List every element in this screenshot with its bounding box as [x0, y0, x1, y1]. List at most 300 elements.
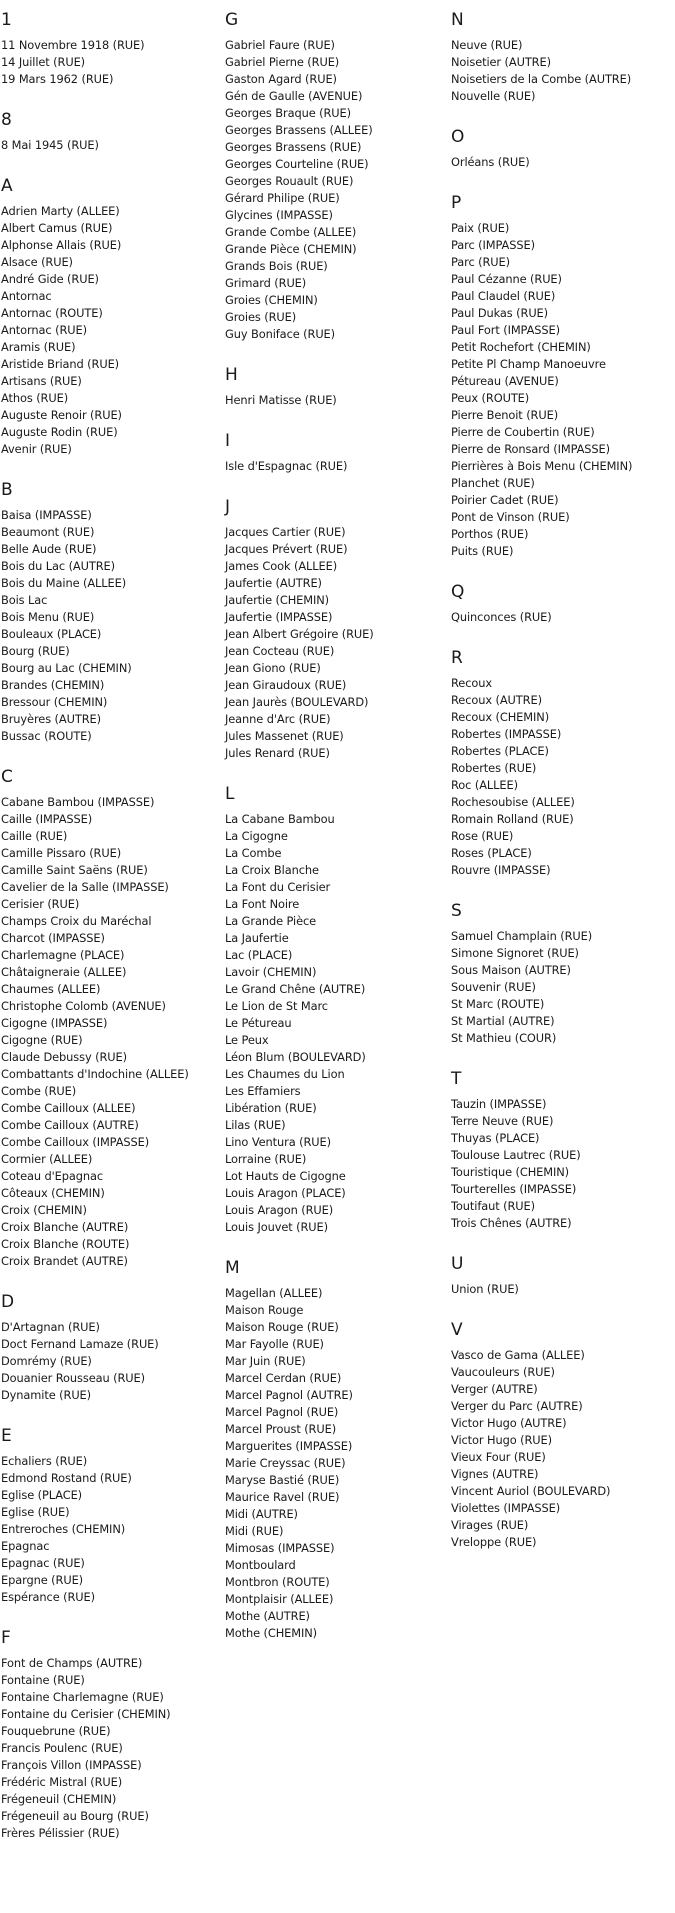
street-item: [1, 1168, 189, 1185]
street-link[interactable]: Lac (PLACE): [225, 948, 293, 962]
street-link[interactable]: Marcel Pagnol (RUE): [225, 1405, 339, 1419]
street-link[interactable]: Christophe Colomb (AVENUE): [1, 999, 166, 1013]
street-link[interactable]: Bourg (RUE): [1, 644, 70, 658]
street-link[interactable]: Jean Giono (RUE): [225, 661, 321, 675]
street-link[interactable]: Petite Pl Champ Manoeuvre: [451, 357, 606, 371]
street-link[interactable]: Vieux Four (RUE): [451, 1450, 546, 1464]
street-link[interactable]: Aristide Briand (RUE): [1, 357, 120, 371]
street-link[interactable]: Vincent Auriol (BOULEVARD): [451, 1484, 611, 1498]
street-link[interactable]: Mothe (CHEMIN): [225, 1626, 318, 1640]
street-link[interactable]: Lino Ventura (RUE): [225, 1135, 331, 1149]
street-link[interactable]: Albert Camus (RUE): [1, 221, 113, 235]
street-link[interactable]: Marguerites (IMPASSE): [225, 1439, 353, 1453]
street-link[interactable]: Gaston Agard (RUE): [225, 72, 337, 86]
street-item: [451, 1347, 632, 1364]
street-item: [225, 677, 374, 694]
street-link[interactable]: Caille (RUE): [1, 829, 68, 843]
street-link[interactable]: Terre Neuve (RUE): [451, 1114, 554, 1128]
street-link[interactable]: Gén de Gaulle (AVENUE): [225, 89, 363, 103]
street-item: [1, 592, 189, 609]
street-link[interactable]: Auguste Rodin (RUE): [1, 425, 118, 439]
street-link[interactable]: Beaumont (RUE): [1, 525, 95, 539]
street-link[interactable]: Magellan (ALLEE): [225, 1286, 323, 1300]
street-link[interactable]: Planchet (RUE): [451, 476, 535, 490]
street-item: [451, 1449, 632, 1466]
street-link[interactable]: Roses (PLACE): [451, 846, 532, 860]
street-link[interactable]: Jaufertie (IMPASSE): [225, 610, 333, 624]
street-link[interactable]: Georges Brassens (ALLEE): [225, 123, 373, 137]
street-link[interactable]: Croix Blanche (ROUTE): [1, 1237, 130, 1251]
street-link[interactable]: Neuve (RUE): [451, 38, 523, 52]
street-link[interactable]: Paul Claudel (RUE): [451, 289, 556, 303]
street-link[interactable]: Adrien Marty (ALLEE): [1, 204, 120, 218]
street-link[interactable]: Côteaux (CHEMIN): [1, 1186, 105, 1200]
street-item: [1, 322, 189, 339]
street-link[interactable]: Montboulard: [225, 1558, 296, 1572]
street-link[interactable]: Mimosas (IMPASSE): [225, 1541, 335, 1555]
street-link[interactable]: Francis Poulenc (RUE): [1, 1741, 123, 1755]
street-link[interactable]: Rochesoubise (ALLEE): [451, 795, 575, 809]
street-item: [451, 1500, 632, 1517]
street-link[interactable]: Nouvelle (RUE): [451, 89, 536, 103]
street-link[interactable]: Maurice Ravel (RUE): [225, 1490, 340, 1504]
street-link[interactable]: St Martial (AUTRE): [451, 1014, 555, 1028]
street-item: [1, 54, 189, 71]
street-link[interactable]: Font de Champs (AUTRE): [1, 1656, 143, 1670]
street-link[interactable]: Vreloppe (RUE): [451, 1535, 537, 1549]
street-link[interactable]: Frégeneuil (CHEMIN): [1, 1792, 117, 1806]
street-link[interactable]: Croix Brandet (AUTRE): [1, 1254, 128, 1268]
street-link[interactable]: Georges Courteline (RUE): [225, 157, 369, 171]
street-link[interactable]: Maison Rouge: [225, 1303, 304, 1317]
street-item: [225, 1574, 374, 1591]
street-link[interactable]: Cigogne (RUE): [1, 1033, 83, 1047]
letter-heading: A: [1, 176, 13, 196]
street-link[interactable]: Maryse Bastié (RUE): [225, 1473, 340, 1487]
street-item: [1, 913, 189, 930]
street-link[interactable]: Belle Aude (RUE): [1, 542, 97, 556]
street-link[interactable]: Romain Rolland (RUE): [451, 812, 574, 826]
street-link[interactable]: Claude Debussy (RUE): [1, 1050, 127, 1064]
street-link[interactable]: Virages (RUE): [451, 1518, 529, 1532]
street-list: [225, 392, 374, 409]
street-link[interactable]: Fouquebrune (RUE): [1, 1724, 111, 1738]
street-item: [451, 220, 632, 237]
street-link[interactable]: Victor Hugo (AUTRE): [451, 1416, 567, 1430]
street-link[interactable]: Tourterelles (IMPASSE): [451, 1182, 577, 1196]
street-item: [1, 1706, 189, 1723]
street-item: [225, 930, 374, 947]
street-link[interactable]: Henri Matisse (RUE): [225, 393, 337, 407]
street-link[interactable]: Lavoir (CHEMIN): [225, 965, 317, 979]
street-link[interactable]: Noisetier (AUTRE): [451, 55, 551, 69]
street-item: [451, 1432, 632, 1449]
street-link[interactable]: Camille Saint Saëns (RUE): [1, 863, 148, 877]
street-link[interactable]: Toutifaut (RUE): [451, 1199, 535, 1213]
street-list: [451, 1281, 632, 1298]
street-link[interactable]: Epagnac (RUE): [1, 1556, 85, 1570]
street-link[interactable]: Fontaine Charlemagne (RUE): [1, 1690, 164, 1704]
street-link[interactable]: Isle d'Espagnac (RUE): [225, 459, 348, 473]
street-link[interactable]: Mar Fayolle (RUE): [225, 1337, 324, 1351]
street-link[interactable]: Marie Creyssac (RUE): [225, 1456, 346, 1470]
street-item: [225, 1151, 374, 1168]
street-link[interactable]: Mar Juin (RUE): [225, 1354, 306, 1368]
street-link[interactable]: Combe Cailloux (AUTRE): [1, 1118, 139, 1132]
street-item: [225, 71, 374, 88]
street-link[interactable]: Recoux (AUTRE): [451, 693, 542, 707]
letter-section-h: [225, 365, 374, 409]
street-link[interactable]: Bussac (ROUTE): [1, 729, 92, 743]
street-link[interactable]: Douanier Rousseau (RUE): [1, 1371, 145, 1385]
street-link[interactable]: Noisetiers de la Combe (AUTRE): [451, 72, 632, 86]
street-link[interactable]: 14 Juillet (RUE): [1, 55, 86, 69]
street-item: [1, 237, 189, 254]
street-link[interactable]: Jacques Prévert (RUE): [225, 542, 348, 556]
street-link[interactable]: Trois Chênes (AUTRE): [451, 1216, 572, 1230]
street-item: [1, 1521, 189, 1538]
street-item: [451, 1517, 632, 1534]
street-item: [1, 1202, 189, 1219]
street-link[interactable]: Gérard Philipe (RUE): [225, 191, 340, 205]
street-link[interactable]: Montplaisir (ALLEE): [225, 1592, 334, 1606]
street-link[interactable]: Grimard (RUE): [225, 276, 307, 290]
street-list: [451, 1347, 632, 1551]
street-link[interactable]: Maison Rouge (RUE): [225, 1320, 339, 1334]
street-link[interactable]: Marcel Proust (RUE): [225, 1422, 337, 1436]
street-link[interactable]: Toulouse Lautrec (RUE): [451, 1148, 581, 1162]
street-link[interactable]: Simone Signoret (RUE): [451, 946, 579, 960]
street-link[interactable]: Charlemagne (PLACE): [1, 948, 125, 962]
street-link[interactable]: Bressour (CHEMIN): [1, 695, 108, 709]
street-link[interactable]: Lot Hauts de Cigogne: [225, 1169, 346, 1183]
street-link[interactable]: Les Chaumes du Lion: [225, 1067, 345, 1081]
street-link[interactable]: Parc (RUE): [451, 255, 510, 269]
street-item: [225, 139, 374, 156]
street-link[interactable]: Pierre de Coubertin (RUE): [451, 425, 595, 439]
letter-heading: L: [225, 784, 235, 804]
street-item: [225, 643, 374, 660]
street-link[interactable]: Rouvre (IMPASSE): [451, 863, 551, 877]
street-link[interactable]: Recoux (CHEMIN): [451, 710, 550, 724]
street-link[interactable]: Orléans (RUE): [451, 155, 530, 169]
street-item: [1, 1151, 189, 1168]
street-link[interactable]: Georges Braque (RUE): [225, 106, 351, 120]
street-link[interactable]: Croix (CHEMIN): [1, 1203, 87, 1217]
street-link[interactable]: Recoux: [451, 676, 493, 690]
street-link[interactable]: Antornac (ROUTE): [1, 306, 103, 320]
street-link[interactable]: Avenir (RUE): [1, 442, 72, 456]
street-item: [451, 339, 632, 356]
street-link[interactable]: Le Peux: [225, 1033, 269, 1047]
letter-heading: V: [451, 1320, 463, 1340]
street-link[interactable]: Touristique (CHEMIN): [451, 1165, 570, 1179]
street-link[interactable]: St Marc (ROUTE): [451, 997, 545, 1011]
street-link[interactable]: Combattants d'Indochine (ALLEE): [1, 1067, 189, 1081]
street-link[interactable]: Lilas (RUE): [225, 1118, 286, 1132]
street-link[interactable]: Dynamite (RUE): [1, 1388, 92, 1402]
street-link[interactable]: Auguste Renoir (RUE): [1, 408, 122, 422]
street-link[interactable]: D'Artagnan (RUE): [1, 1320, 100, 1334]
street-link[interactable]: Les Effamiers: [225, 1084, 301, 1098]
street-link[interactable]: Pont de Vinson (RUE): [451, 510, 570, 524]
street-item: [451, 356, 632, 373]
street-link[interactable]: Marcel Pagnol (AUTRE): [225, 1388, 353, 1402]
street-item: [1, 1134, 189, 1151]
street-link[interactable]: Domrémy (RUE): [1, 1354, 92, 1368]
street-link[interactable]: Cormier (ALLEE): [1, 1152, 93, 1166]
street-link[interactable]: Gabriel Pierne (RUE): [225, 55, 340, 69]
street-item: [1, 845, 189, 862]
letter-heading: H: [225, 365, 238, 385]
street-link[interactable]: Edmond Rostand (RUE): [1, 1471, 132, 1485]
street-list: [451, 220, 632, 560]
street-link[interactable]: Chaumes (ALLEE): [1, 982, 101, 996]
letter-section-m: [225, 1258, 374, 1642]
street-link[interactable]: Epagnac: [1, 1539, 50, 1553]
street-link[interactable]: La Font Noire: [225, 897, 300, 911]
street-link[interactable]: Jean Cocteau (RUE): [225, 644, 335, 658]
street-link[interactable]: Samuel Champlain (RUE): [451, 929, 593, 943]
street-link[interactable]: Epargne (RUE): [1, 1573, 84, 1587]
street-link[interactable]: Echaliers (RUE): [1, 1454, 88, 1468]
street-link[interactable]: Pétureau (AVENUE): [451, 374, 559, 388]
street-list: [1, 203, 189, 458]
street-link[interactable]: Jaufertie (CHEMIN): [225, 593, 330, 607]
street-link[interactable]: Verger du Parc (AUTRE): [451, 1399, 583, 1413]
street-item: [1, 862, 189, 879]
street-item: [451, 1164, 632, 1181]
street-link[interactable]: Puits (RUE): [451, 544, 514, 558]
street-item: [1, 137, 189, 154]
street-link[interactable]: Le Grand Chêne (AUTRE): [225, 982, 366, 996]
street-item: [225, 1285, 374, 1302]
street-list: [225, 1285, 374, 1642]
street-link[interactable]: Jules Massenet (RUE): [225, 729, 344, 743]
street-link[interactable]: Cavelier de la Salle (IMPASSE): [1, 880, 169, 894]
street-item: [1, 339, 189, 356]
street-link[interactable]: Le Lion de St Marc: [225, 999, 328, 1013]
street-link[interactable]: Antornac (RUE): [1, 323, 87, 337]
street-link[interactable]: Frégeneuil au Bourg (RUE): [1, 1809, 149, 1823]
street-item: [1, 643, 189, 660]
street-link[interactable]: Guy Boniface (RUE): [225, 327, 335, 341]
street-link[interactable]: Combe Cailloux (IMPASSE): [1, 1135, 150, 1149]
street-link[interactable]: 8 Mai 1945 (RUE): [1, 138, 99, 152]
street-link[interactable]: Midi (AUTRE): [225, 1507, 298, 1521]
letter-heading: D: [1, 1292, 15, 1312]
street-link[interactable]: Lorraine (RUE): [225, 1152, 307, 1166]
directory-column-2: [225, 10, 374, 1664]
street-item: [451, 1398, 632, 1415]
street-item: [1, 609, 189, 626]
street-link[interactable]: Pierre de Ronsard (IMPASSE): [451, 442, 610, 456]
street-item: [1, 71, 189, 88]
street-link[interactable]: Artisans (RUE): [1, 374, 82, 388]
street-link[interactable]: Caille (IMPASSE): [1, 812, 93, 826]
street-link[interactable]: Aramis (RUE): [1, 340, 76, 354]
street-link[interactable]: Athos (RUE): [1, 391, 69, 405]
street-link[interactable]: Quinconces (RUE): [451, 610, 552, 624]
street-link[interactable]: Frédéric Mistral (RUE): [1, 1775, 123, 1789]
street-link[interactable]: Robertes (PLACE): [451, 744, 549, 758]
street-link[interactable]: Gabriel Faure (RUE): [225, 38, 335, 52]
street-link[interactable]: Croix Blanche (AUTRE): [1, 1220, 129, 1234]
street-link[interactable]: Baisa (IMPASSE): [1, 508, 92, 522]
street-link[interactable]: Fontaine (RUE): [1, 1673, 85, 1687]
street-link[interactable]: Charcot (IMPASSE): [1, 931, 105, 945]
street-link[interactable]: La Croix Blanche: [225, 863, 319, 877]
street-link[interactable]: Camille Pissaro (RUE): [1, 846, 122, 860]
street-link[interactable]: James Cook (ALLEE): [225, 559, 338, 573]
street-link[interactable]: Paul Fort (IMPASSE): [451, 323, 560, 337]
street-link[interactable]: Midi (RUE): [225, 1524, 284, 1538]
street-link[interactable]: Union (RUE): [451, 1282, 519, 1296]
street-link[interactable]: Vasco de Gama (ALLEE): [451, 1348, 585, 1362]
street-link[interactable]: Groies (RUE): [225, 310, 297, 324]
street-item: [451, 1198, 632, 1215]
street-link[interactable]: Victor Hugo (RUE): [451, 1433, 552, 1447]
street-link[interactable]: Tauzin (IMPASSE): [451, 1097, 547, 1111]
street-link[interactable]: St Mathieu (COUR): [451, 1031, 557, 1045]
street-link[interactable]: Louis Aragon (RUE): [225, 1203, 334, 1217]
street-link[interactable]: Frères Pélissier (RUE): [1, 1826, 120, 1840]
street-link[interactable]: 19 Mars 1962 (RUE): [1, 72, 114, 86]
street-link[interactable]: Jeanne d'Arc (RUE): [225, 712, 331, 726]
street-item: [1, 947, 189, 964]
street-link[interactable]: Porthos (RUE): [451, 527, 529, 541]
street-link[interactable]: Grands Bois (RUE): [225, 259, 328, 273]
street-link[interactable]: Entreroches (CHEMIN): [1, 1522, 126, 1536]
street-link[interactable]: Bois Lac: [1, 593, 48, 607]
street-link[interactable]: Cerisier (RUE): [1, 897, 80, 911]
street-link[interactable]: Cabane Bambou (IMPASSE): [1, 795, 155, 809]
street-link[interactable]: Espérance (RUE): [1, 1590, 95, 1604]
street-link[interactable]: Roc (ALLEE): [451, 778, 518, 792]
street-link[interactable]: Rose (RUE): [451, 829, 514, 843]
street-link[interactable]: Paul Cézanne (RUE): [451, 272, 562, 286]
street-link[interactable]: Pierrières à Bois Menu (CHEMIN): [451, 459, 633, 473]
street-link[interactable]: Violettes (IMPASSE): [451, 1501, 561, 1515]
street-link[interactable]: Bois du Lac (AUTRE): [1, 559, 115, 573]
street-item: [225, 694, 374, 711]
street-link[interactable]: Louis Aragon (PLACE): [225, 1186, 346, 1200]
street-link[interactable]: Alsace (RUE): [1, 255, 73, 269]
street-item: [225, 1032, 374, 1049]
street-link[interactable]: Grande Combe (ALLEE): [225, 225, 357, 239]
street-link[interactable]: La Grande Pièce: [225, 914, 317, 928]
street-link[interactable]: Eglise (PLACE): [1, 1488, 83, 1502]
street-link[interactable]: Coteau d'Epagnac: [1, 1169, 104, 1183]
street-item: [1, 1470, 189, 1487]
street-link[interactable]: Verger (AUTRE): [451, 1382, 538, 1396]
street-link[interactable]: Louis Jouvet (RUE): [225, 1220, 328, 1234]
street-item: [451, 1147, 632, 1164]
street-item: [451, 979, 632, 996]
street-link[interactable]: Brandes (CHEMIN): [1, 678, 105, 692]
street-link[interactable]: Groies (CHEMIN): [225, 293, 318, 307]
street-link[interactable]: Grande Pièce (CHEMIN): [225, 242, 357, 256]
street-link[interactable]: Robertes (IMPASSE): [451, 727, 562, 741]
street-link[interactable]: Sous Maison (AUTRE): [451, 963, 571, 977]
street-link[interactable]: 11 Novembre 1918 (RUE): [1, 38, 145, 52]
street-link[interactable]: Robertes (RUE): [451, 761, 537, 775]
street-link[interactable]: Jules Renard (RUE): [225, 746, 330, 760]
street-link[interactable]: Champs Croix du Maréchal: [1, 914, 152, 928]
street-link[interactable]: Vignes (AUTRE): [451, 1467, 539, 1481]
street-link[interactable]: Bois du Maine (ALLEE): [1, 576, 127, 590]
street-link[interactable]: Paul Dukas (RUE): [451, 306, 548, 320]
letter-heading: G: [225, 10, 239, 30]
street-link[interactable]: La Font du Cerisier: [225, 880, 331, 894]
street-link[interactable]: Alphonse Allais (RUE): [1, 238, 122, 252]
street-link[interactable]: Le Pétureau: [225, 1016, 292, 1030]
street-link[interactable]: Bouleaux (PLACE): [1, 627, 102, 641]
street-link[interactable]: Paix (RUE): [451, 221, 510, 235]
street-link[interactable]: Marcel Cerdan (RUE): [225, 1371, 342, 1385]
street-link[interactable]: Antornac: [1, 289, 52, 303]
street-item: [225, 575, 374, 592]
street-item: [1, 728, 189, 745]
street-link[interactable]: La Jaufertie: [225, 931, 289, 945]
street-link[interactable]: Cigogne (IMPASSE): [1, 1016, 108, 1030]
street-link[interactable]: Pierre Benoit (RUE): [451, 408, 559, 422]
street-link[interactable]: Petit Rochefort (CHEMIN): [451, 340, 591, 354]
street-link[interactable]: Georges Brassens (RUE): [225, 140, 362, 154]
street-link[interactable]: Jean Jaurès (BOULEVARD): [225, 695, 369, 709]
street-link[interactable]: Fontaine du Cerisier (CHEMIN): [1, 1707, 171, 1721]
street-link[interactable]: Peux (ROUTE): [451, 391, 530, 405]
street-link[interactable]: Libération (RUE): [225, 1101, 317, 1115]
letter-section-n: [451, 10, 632, 105]
street-link[interactable]: François Villon (IMPASSE): [1, 1758, 142, 1772]
street-link[interactable]: Jean Albert Grégoire (RUE): [225, 627, 374, 641]
street-link[interactable]: Jaufertie (AUTRE): [225, 576, 322, 590]
street-link[interactable]: Léon Blum (BOULEVARD): [225, 1050, 366, 1064]
street-link[interactable]: Bourg au Lac (CHEMIN): [1, 661, 132, 675]
street-link[interactable]: Vaucouleurs (RUE): [451, 1365, 555, 1379]
street-link[interactable]: Poirier Cadet (RUE): [451, 493, 559, 507]
street-link[interactable]: Souvenir (RUE): [451, 980, 536, 994]
street-link[interactable]: La Combe: [225, 846, 282, 860]
street-link[interactable]: Bois Menu (RUE): [1, 610, 95, 624]
street-link[interactable]: Thuyas (PLACE): [451, 1131, 540, 1145]
street-link[interactable]: André Gide (RUE): [1, 272, 99, 286]
street-link[interactable]: Parc (IMPASSE): [451, 238, 535, 252]
street-item: [225, 326, 374, 343]
street-link[interactable]: Châtaigneraie (ALLEE): [1, 965, 127, 979]
street-link[interactable]: Eglise (RUE): [1, 1505, 70, 1519]
street-item: [1, 1774, 189, 1791]
street-item: [1, 1740, 189, 1757]
street-link[interactable]: Jean Giraudoux (RUE): [225, 678, 347, 692]
street-link[interactable]: La Cigogne: [225, 829, 288, 843]
street-link[interactable]: Georges Rouault (RUE): [225, 174, 354, 188]
street-item: [225, 981, 374, 998]
letter-heading: S: [451, 901, 462, 921]
street-link[interactable]: Combe (RUE): [1, 1084, 77, 1098]
street-link[interactable]: Combe Cailloux (ALLEE): [1, 1101, 136, 1115]
street-item: [225, 626, 374, 643]
street-link[interactable]: Doct Fernand Lamaze (RUE): [1, 1337, 159, 1351]
street-link[interactable]: Bruyères (AUTRE): [1, 712, 101, 726]
letter-heading: P: [451, 193, 462, 213]
street-link[interactable]: Montbron (ROUTE): [225, 1575, 330, 1589]
street-link[interactable]: Glycines (IMPASSE): [225, 208, 333, 222]
street-link[interactable]: Jacques Cartier (RUE): [225, 525, 346, 539]
street-link[interactable]: Mothe (AUTRE): [225, 1609, 310, 1623]
street-link[interactable]: La Cabane Bambou: [225, 812, 335, 826]
